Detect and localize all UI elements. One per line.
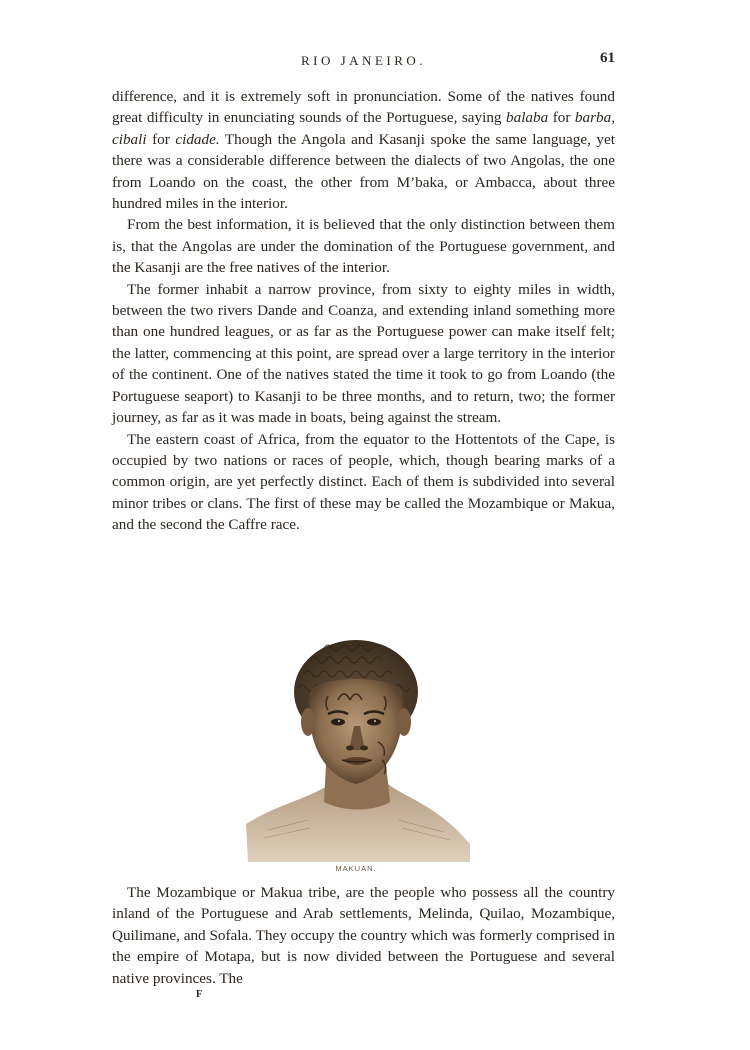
makuan-engraving	[238, 634, 474, 876]
text-run: for	[146, 130, 176, 148]
text-run: The eastern coast of Africa, from the equator to the Hottentots of the Cape, is occupied by two nations or races of people, which, though bearing marks of a common origin, are yet perfectly distinct. Each of them is subdivided into several minor tribes or clans. The first of these may be called the Mozambique or Makua, and the second the Caffre race.	[112, 430, 615, 534]
text-run: The former inhabit a narrow province, from sixty to eighty miles in width, between the two rivers Dande and Coanza, and extending inland something more than one hundred leagues, or as far as the Portuguese power can make itself felt; the latter, commencing at this point, are spread over a large territory in the interior of the continent. One of the natives stated the time it took to go from Loando (the Portuguese seaport) to Kasanji to be three months, and to return, two; the former journey, as far as it was made in boats, being against the stream.	[112, 280, 615, 427]
paragraph	[112, 429, 615, 536]
body-text-top	[112, 86, 615, 536]
paragraph	[112, 214, 615, 278]
figure-caption: MAKUAN.	[335, 864, 377, 873]
text-run: The Mozambique or Makua tribe, are the people who possess all the country inland of the Portuguese and Arab settlements, Melinda, Quilao, Mozambique, Quilimane, and Sofala. They occupy the country which was formerly comprised in the empire of Motapa, but is now divided between the Portuguese and several native provinces. The	[112, 884, 615, 987]
running-title: RIO JANEIRO.	[300, 53, 427, 68]
text-run: Though the Angola and Kasanji spoke the same language, yet there was a considerable difference between the dialects of two Angolas, the one from Loando on the coast, the other from M’baka, or Ambacca, about three hundred miles in the interior.	[112, 130, 615, 213]
body-text-bottom	[112, 882, 615, 989]
text-run: for	[548, 109, 575, 127]
paragraph	[112, 279, 615, 429]
text-run: difference, and it is extremely soft in pronunciation. Some of the natives found great difficulty in enunciating sounds of the Portuguese, saying	[112, 88, 615, 127]
text-run: ,	[611, 109, 615, 127]
italic-term: barba	[574, 109, 612, 127]
running-head	[112, 50, 615, 72]
paragraph	[112, 882, 615, 989]
italic-term: balaba	[506, 109, 549, 127]
text-run: From the best information, it is believed that the only distinction between them is, that the Angolas are under the domination of the Portuguese government, and the Kasanji are the free natives of the interior.	[112, 216, 615, 277]
italic-term: cibali	[112, 130, 147, 148]
page-number: 61	[600, 50, 615, 66]
makuan-portrait-image	[238, 634, 474, 864]
italic-term: cidade.	[175, 130, 220, 148]
paragraph	[112, 86, 615, 214]
signature-mark: F	[196, 989, 203, 1000]
